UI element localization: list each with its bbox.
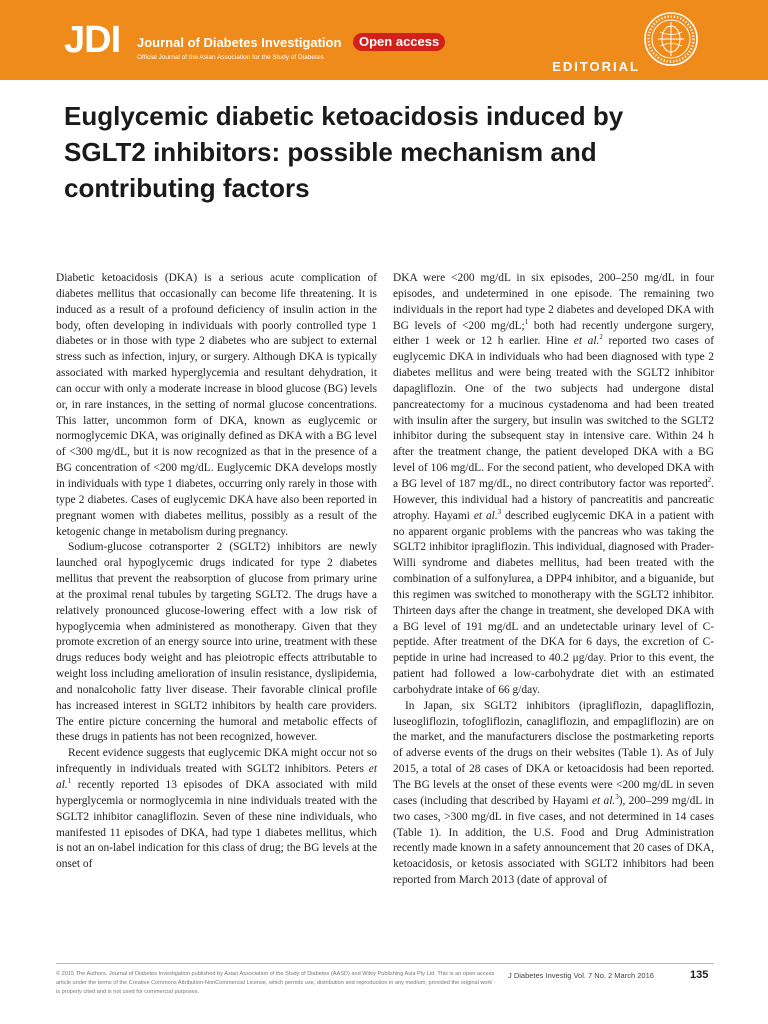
citation-ref[interactable]: 1 [67, 777, 72, 786]
paragraph: DKA were <200 mg/dL in six episodes, 200–250 mg/dL in four episodes, and undetermined in one episode. The remaining two individuals in the report had type 2 diabetes and developed DKA with BG levels of <200 mg/dL;$^1$ both had recently undergone surgery, either 1 week or 12 h earlier. Hine et al.$^2$ reported two cases of euglycemic DKA in individuals who had been diagnosed with type 2 diabetes mellitus and were being treated with the SGLT2 inhibitor dapagliflozin. One of the two subjects had undergone distal pancreatectomy for a mucinous cystadenoma and had been treated with insulin after the surgery, but insulin was switched to the SGLT2 inhibitor during the subsequent stay in intensive care. Within 24 h after the treatment change, the patient developed DKA with a BG level of 106 mg/dL. For the second patient, who developed DKA with a BG level of 187 mg/dL, no direct contributory factor was reported$^2$. However, this individual had a history of pancreatitis and pancreatic atrophy. Hayami et al.$^3$ described euglycemic DKA in a patient with no apparent organic problems with the pancreas who was taking the SGLT2 inhibitor ipragliflozin. This individual, diagnosed with Prader-Willi syndrome and diabetes mellitus, had been treated with the combination of a sulfonylurea, a DPP4 inhibitor, and a biguanide, but this regimen was switched to monotherapy with the SGLT2 inhibitor. Thirteen days after the change in treatment, she developed DKA with a BG level of 191 mg/dL and an undetectable urinary level of C-peptide. After treatment of the DKA for 6 days, the excretion of C-peptide in urine had increased to 40.2 μg/day. Prior to this event, the patient had followed a low-carbohydrate diet with an estimated carbohydrate intake of 66 g/day. [393, 272, 714, 696]
citation-ref[interactable]: 3 [615, 793, 619, 802]
text-column-left [56, 271, 377, 873]
text-column-right [393, 271, 714, 889]
citation-ref[interactable]: 3 [497, 507, 502, 516]
citation-ref[interactable]: 1 [524, 317, 529, 326]
open-access-badge: Open access [353, 33, 445, 51]
association-seal-icon [643, 11, 699, 67]
paragraph: Recent evidence suggests that euglycemic DKA might occur not so infrequently in individuals treated with SGLT2 inhibitors. Peters et al.$^1$ recently reported 13 episodes of DKA associated with mild hyperglycemia or normoglycemia in nine individuals treated with the SGLT2 inhibitor canagliflozin. Seven of these nine individuals, who manifested 11 episodes of DKA, had type 1 diabetes mellitus, which is not an on-label indication for this class of drug; the BG levels at the onset of [56, 747, 377, 871]
article-title: Euglycemic diabetic ketoacidosis induced by SGLT2 inhibitors: possible mechanism and contributing factors [64, 101, 624, 203]
paragraph: In Japan, six SGLT2 inhibitors (ipragliflozin, dapagliflozin, luseogliflozin, tofogliflozin, canagliflozin, and empagliflozin) are on the market, and the manufacturers disclose the postmarketing reports of adverse events of the drugs on their websites (Table 1). As of July 2015, a total of 28 cases of DKA or ketoacidosis had been reported. The BG levels at the onset of these events were <200 mg/dL in seven cases (including that described by Hayami et al.$^3$), 200–299 mg/dL in two cases, >300 mg/dL in five cases, and not determined in 14 cases (Table 1). In addition, the U.S. Food and Drug Administration recently made known in a safety announcement that 20 cases of DKA, ketoacidosis, or ketosis associated with SGLT2 inhibitors had been reported from March 2013 (date of approval of [393, 699, 714, 887]
section-label: EDITORIAL [552, 59, 640, 74]
paragraph: Sodium-glucose cotransporter 2 (SGLT2) inhibitors are newly launched oral hypoglycemic drugs indicated for type 2 diabetes mellitus that prevent the reabsorption of glucose from primary urine at the proximal renal tubules by targeting SGLT2. The drugs have a relatively pronounced glucose-lowering effect with a low risk of hypoglycemia when administered as monotherapy. Given that they promote excretion of an energy source into urine, treatment with these drugs reduces body weight and has pleiotropic effects attributable to weight loss including amelioration of insulin resistance, dyslipidemia, and nonalcoholic fatty liver disease. Their favorable clinical profile has increased interest in SGLT2 inhibitors by health care providers. The entire picture concerning the humoral and metabolic effects of these drugs in patients has not been recognized, however. [56, 541, 377, 744]
copyright-notice: © 2015 The Authors. Journal of Diabetes Investigation published by Asian Association of the Study of Diabetes (AASD) and Wiley Publishing Asia Pty Ltd. This is an open access article under the terms of the Creative Commons Attribution-NonCommercial License, which permits use, distribution and reproduction in any medium, provided the original work is properly cited and is not used for commercial purposes. [56, 971, 495, 995]
citation-ref[interactable]: 2 [599, 333, 603, 342]
footer-divider [56, 963, 714, 964]
citation-ref[interactable]: 2 [707, 476, 712, 485]
journal-title: Journal of Diabetes Investigation [137, 35, 342, 50]
page-number: 135 [690, 969, 709, 981]
journal-subtitle: Official Journal of the Asian Association for the Study of Diabetes [137, 54, 324, 61]
paragraph: Diabetic ketoacidosis (DKA) is a serious acute complication of diabetes mellitus that occasionally can become life threatening. It is induced as a result of a profound deficiency of insulin action in the body, often developing in individuals with poorly controlled type 1 diabetes or in those with type 2 diabetes who are subject to external stress such as infection, injury, or surgery. Although DKA is typically associated with marked hyperglycemia and resultant dehydration, it can occur with only a moderate increase in blood glucose (BG) levels or, in rare instances, in the setting of normal glucose concentrations. This latter, uncommon form of DKA, known as euglycemic or normoglycemic DKA, was originally defined as DKA with a BG level of <300 mg/dL, but it is now recognized as that in the presence of a BG concentration of <200 mg/dL. Euglycemic DKA develops mostly in individuals with type 1 diabetes, occurring only rarely in those with type 2 diabetes. Cases of euglycemic DKA have also been reported in pregnant women with diabetes mellitus, possibly as a result of the ketogenic change in metabolism during pregnancy. [56, 272, 377, 538]
journal-citation: J Diabetes Investig Vol. 7 No. 2 March 2016 [508, 971, 654, 980]
journal-logo: JDI [64, 19, 121, 61]
journal-header-bar [0, 0, 768, 80]
